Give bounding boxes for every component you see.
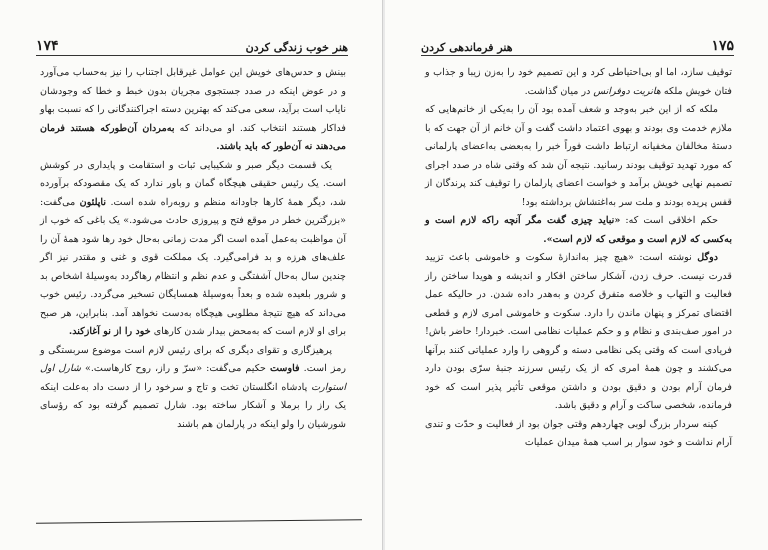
paragraph <box>425 416 732 453</box>
text-run: فاوست <box>270 363 300 374</box>
page-number: ۱۷۵ <box>711 38 734 54</box>
text-run: ناپلئون <box>79 196 107 208</box>
right-page-body <box>425 64 732 453</box>
footer-rule <box>36 519 362 523</box>
header-rule <box>36 55 348 56</box>
text-run: حکم اخلاقی است که: <box>620 215 718 226</box>
paragraph <box>40 157 346 342</box>
text-run: خود را از نو آغازکند. <box>68 326 151 337</box>
text-run: «نباید چیزی گفت مگر آنچه راکه لازم است و به‌کسی که لازم است و موقعی که لازم است». <box>425 215 732 245</box>
paragraph <box>425 212 732 249</box>
text-run: پرهیزگاری و تقوای دیگری که برای رئیس لازم است موضوع سربستگی و رمز است. <box>40 344 346 374</box>
text-run: دوگل <box>697 252 718 263</box>
running-title: هنر فرماندهی کردن <box>421 41 513 54</box>
text-run: به‌مردان آن‌طورکه هستند فرمان می‌دهند نه آن‌طور که باید باشند. <box>40 122 346 152</box>
text-run: ملکه که از این خبر به‌وجد و شعف آمده بود آن را به‌یکی از خانم‌هایی که ملازم خدمت وی بودند و بهوی اعتماد داشت گفت و آن خانم از آن جهت که با دستهٔ مخالفان مخفیانه ارتباط داشت فوراً خبر را به‌بعضی به‌اعضای پارلمانی که مورد تهدید توقیف بودند رسانید. نتیجه آن شد که وقتی شاه در صدد اجرای تصمیم نهایی خویش برآمد و خواست اعضای پارلمان را توقیف کند پرندگان از قفس پریده بودند و ملت سر به‌اغتشاش برداشته بود! <box>425 104 732 208</box>
text-run: بینش و حدس‌های خویش این عوامل غیرقابل اجتناب را نیز به‌حساب می‌آورد و در عوض اینکه در صدد جستجوی مجریان بدون خبط و خطا که وجودشان نایاب است برآید، سعی می‌کند که بهترین دسته اجراکنندگانی را که نسبت بهاو فداکار هستند انتخاب کند. او می‌داند که <box>40 67 347 134</box>
text-run: یک قسمت دیگر صبر و شکیبایی ثبات و استقامت و پایداری در کوشش است. یک رئیس حقیقی هیچگاه گمان و باور ندارد که یک مقصودکه برآورده شد، دیگر همهٔ کارها جاودانه منظم و روبه‌راه شده است. <box>40 159 346 208</box>
text-run: می‌گفت: «بزرگترین خطر در موقع فتح و پیروزی حادث می‌شود.» یک باغی که خوب از آن مواظبت به‌عمل آمده است اگر مدت زمانی به‌حال خود رها شود همهٔ آن را علف‌های هرزه و بد فرامی‌گیرد. یک مملکت قوی و غنی و مقتدر نیز اگر چندین سال به‌حال آشفتگی و عدم نظم و انتظام رهاگردد به‌وسیلهٔ اشخاص بد و شرور بلعیده شده و بعداً به‌وسیلهٔ همسایگان تسخیر می‌گردد. رئیس خوب می‌داند که هیچ نتیجهٔ مطلوبی هیچگاه به‌دست نخواهد آمد. بنابراین، هر صبح برای او لازم است که به‌محض بیدار شدن کارهای <box>40 196 346 337</box>
text-run: پادشاه انگلستان تخت و تاج و سرخود را از دست داد به‌علت اینکه یک راز را برملا و آشکار ساخته بود. شارل تصمیم گرفته بود که رؤسای شورشیان را ولو اینکه در پارلمان هم باشند <box>40 381 346 430</box>
paragraph <box>425 64 732 101</box>
paragraph <box>40 342 346 435</box>
page-number: ۱۷۴ <box>36 38 59 54</box>
text-run: در میان گذاشت. <box>524 85 594 97</box>
running-title: هنر خوب زندگی کردن <box>245 41 348 54</box>
right-page-header <box>421 32 734 54</box>
left-page-body <box>40 64 346 434</box>
paragraph <box>425 249 732 416</box>
text-run: حکیم می‌گفت: «سرّ و راز، روح کارهاست.» <box>80 363 270 374</box>
paragraph <box>425 101 732 212</box>
left-page <box>0 0 383 550</box>
text-run: کینه سردار بزرگ لوبی چهاردهم وقتی جوان بود از فعالیت و حدّت و تندی آرام نداشت و خود سوار بر اسب همهٔ میدان عملیات <box>425 418 732 448</box>
right-page <box>385 0 768 550</box>
text-run: نوشته است: «هیچ چیز به‌اندازهٔ سکوت و خاموشی باعث تزیید قدرت نیست. حرف زدن، آشکار ساختن افکار و اندیشه و هویدا ساختن راز فعالیت و التهاب و خلاصه متفرق کردن و به‌هدر داده شدن. در حالیکه عمل اقتضای تمرکز و پنهان ماندن را دارد. سکوت و خاموشی امری لازم و قطعی در امور صف‌بندی و نظام و و حکم عملیات نظامی است. خبردار! حاضر باش! فریادی است که وقتی یکی نظامی دسته و گروهی را وارد عملیاتی کنند برآنها می‌کشند و چون همهٔ امری که از یک رئیس سرزند جنبهٔ سرّی بودن دارد فرمان آرام بودن و دقیق بودن و داشتن موقعی تأثیر پذیر است که خود فرمانده، شخصی ساکت و آرام و دقیق باشد. <box>425 252 732 411</box>
text-run: شارل اول استوارت <box>40 363 346 393</box>
header-rule <box>421 55 734 56</box>
text-run: توقیف سازد، اما او بی‌احتیاطی کرد و این تصمیم خود را به‌زن زیبا و جذاب و فتان خویش ملکه <box>425 67 732 97</box>
left-page-header <box>36 32 348 54</box>
paragraph <box>40 64 346 157</box>
text-run: هانریت دوفرانس <box>593 85 661 97</box>
